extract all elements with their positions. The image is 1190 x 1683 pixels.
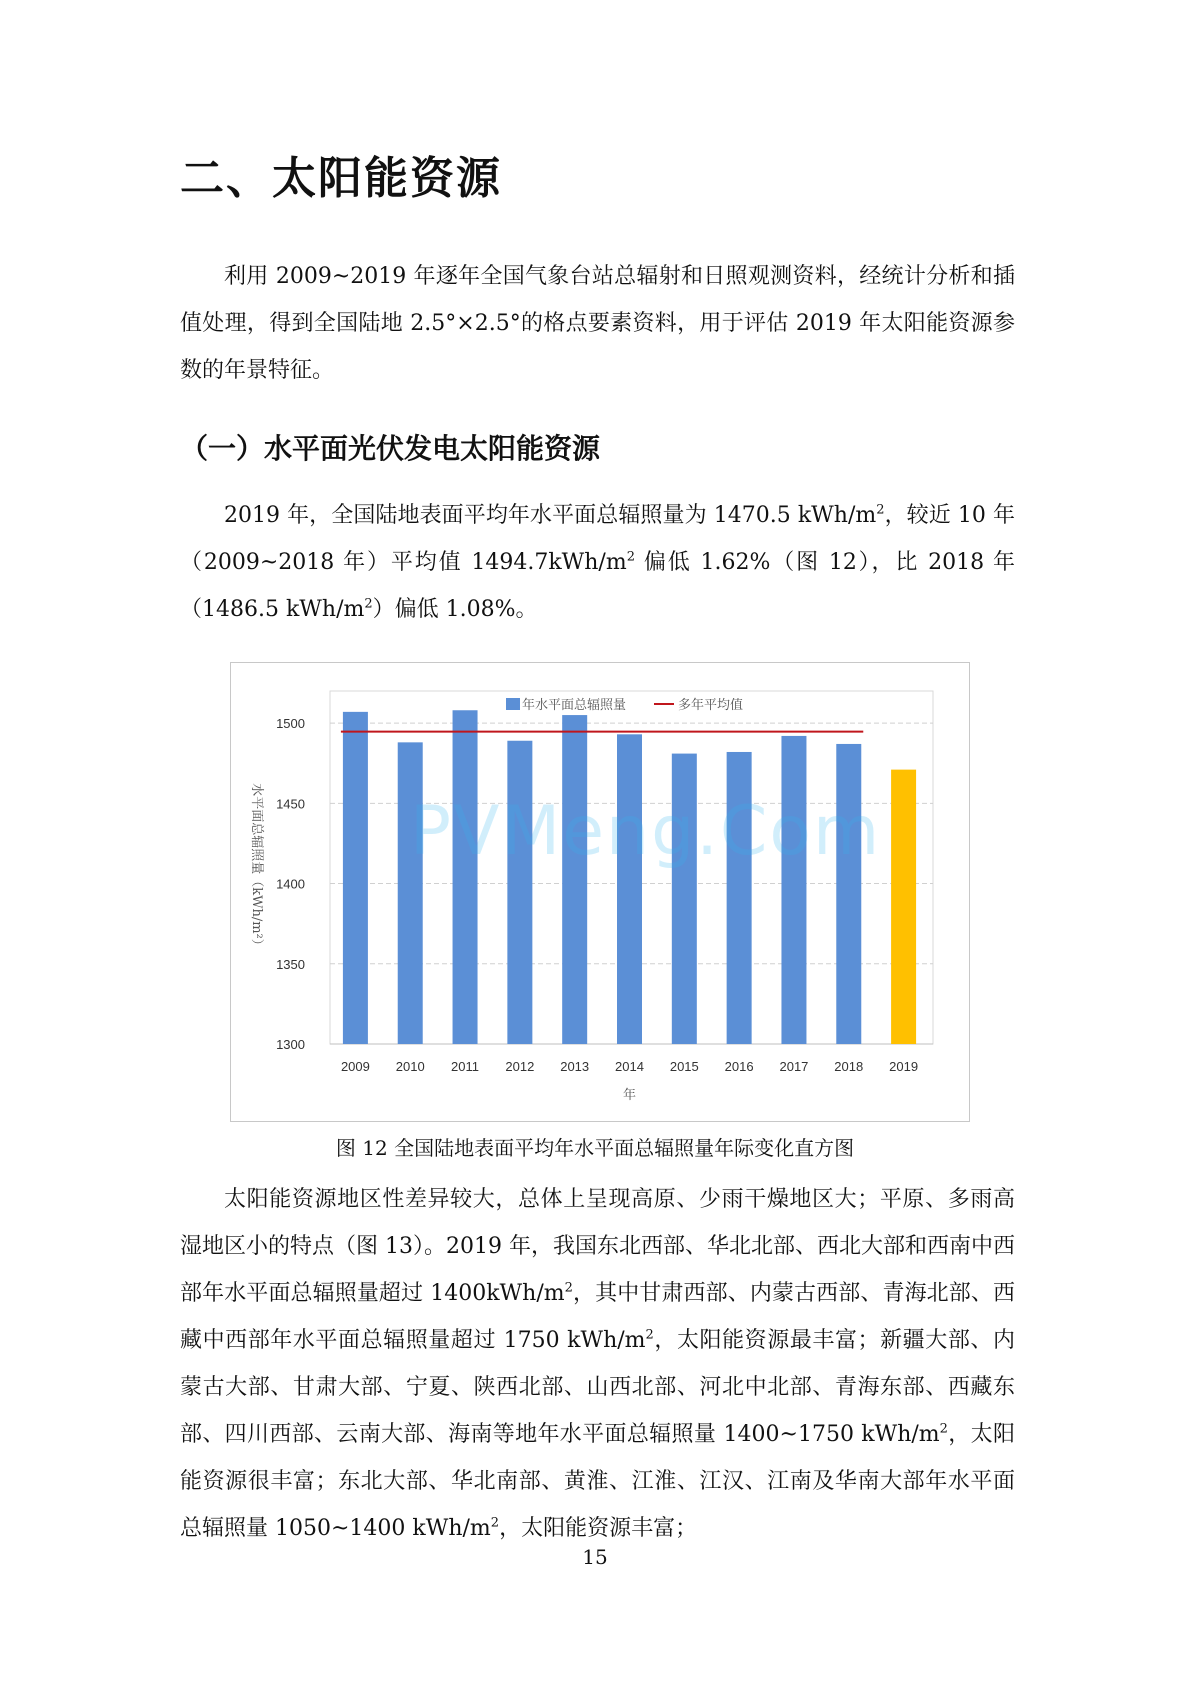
page-number: 15 xyxy=(582,1545,608,1569)
figure-caption: 图 12 全国陆地表面平均年水平面总辐照量年际变化直方图 xyxy=(335,1136,855,1160)
regional-paragraph: 太阳能资源地区性差异较大，总体上呈现高原、少雨干燥地区大；平原、多雨高湿地区小的特点（图 13）。2019 年，我国东北西部、华北北部、西北大部和西南中西部年水平面总辐照量超过 $1400kWh/m^2$，其中甘肃西部、内蒙古西部、青海北部、西藏中西部年水平面总辐照量超过 1750 kWh/$m^2$，太阳能资源最丰富；新疆大部、内蒙古大部、甘肃大部、宁夏、陕西北部、山西北部、河北中北部、青海东部、西藏东部、四川西部、云南大部、海南等地年水平面总辐照量 1400~1750 kWh/$m^2$，太阳能资源很丰富；东北大部、华北南部、黄淮、江淮、江汉、江南及华南大部年水平面总辐照量 1050~1400 kWh/$m^2$，太阳能资源丰富； xyxy=(180,1187,1015,1541)
intro-paragraph: 利用 2009~2019 年逐年全国气象台站总辐射和日照观测资料，经统计分析和插值处理，得到全国陆地 2.5°×2.5°的格点要素资料，用于评估 2019 年太阳能资源参数的年景特征。 xyxy=(180,264,1015,383)
section-heading: 二、太阳能资源 xyxy=(180,153,502,204)
bar-2014 xyxy=(617,734,642,1044)
bar-2018 xyxy=(836,744,861,1044)
y-tick-label: 1500 xyxy=(276,716,305,732)
x-tick-label: 2017 xyxy=(779,1059,809,1074)
y-tick-label: 1450 xyxy=(276,796,305,812)
legend-label-bars: 年水平面总辐照量 xyxy=(522,698,627,713)
y-axis-title: 水平面总辐照量（kWh/m²） xyxy=(249,783,264,952)
bar-2011 xyxy=(453,710,478,1044)
y-tick-label: 1300 xyxy=(276,1037,305,1052)
summary-paragraph: 2019 年，全国陆地表面平均年水平面总辐照量为 1470.5 kWh/$m^2$，较近 10 年（2009~2018 年）平均值 $1494.7kWh/m^2$ 偏低 1.62%（图 12），比 2018 年（1486.5 kWh/$m^2$）偏低 1.08%。 xyxy=(180,502,1015,622)
y-tick-label: 1400 xyxy=(276,876,305,892)
bar-2010 xyxy=(398,742,423,1044)
watermark: PVMeng.Com xyxy=(410,792,882,871)
legend-swatch-bars xyxy=(506,698,520,710)
x-tick-label: 2014 xyxy=(615,1059,644,1074)
bar-2009 xyxy=(343,712,368,1044)
subsection-heading: （一）水平面光伏发电太阳能资源 xyxy=(180,432,601,465)
figure-12-chart xyxy=(230,662,970,1122)
bar-chart xyxy=(231,663,969,1121)
bar-2013 xyxy=(562,715,587,1044)
x-axis-title: 年 xyxy=(622,1088,637,1103)
x-tick-label: 2013 xyxy=(560,1059,590,1074)
legend-label-average: 多年平均值 xyxy=(678,698,744,713)
x-tick-label: 2012 xyxy=(505,1059,535,1074)
x-tick-label: 2018 xyxy=(834,1059,864,1074)
bar-2017 xyxy=(781,736,806,1044)
x-tick-label: 2016 xyxy=(724,1059,754,1074)
y-tick-label: 1350 xyxy=(276,956,305,972)
x-tick-label: 2010 xyxy=(395,1059,425,1074)
bar-2019 xyxy=(891,770,916,1044)
x-tick-label: 2009 xyxy=(340,1059,370,1074)
bar-2012 xyxy=(507,741,532,1044)
x-tick-label: 2019 xyxy=(889,1059,919,1074)
x-tick-label: 2015 xyxy=(669,1059,699,1074)
x-tick-label: 2011 xyxy=(451,1059,480,1074)
